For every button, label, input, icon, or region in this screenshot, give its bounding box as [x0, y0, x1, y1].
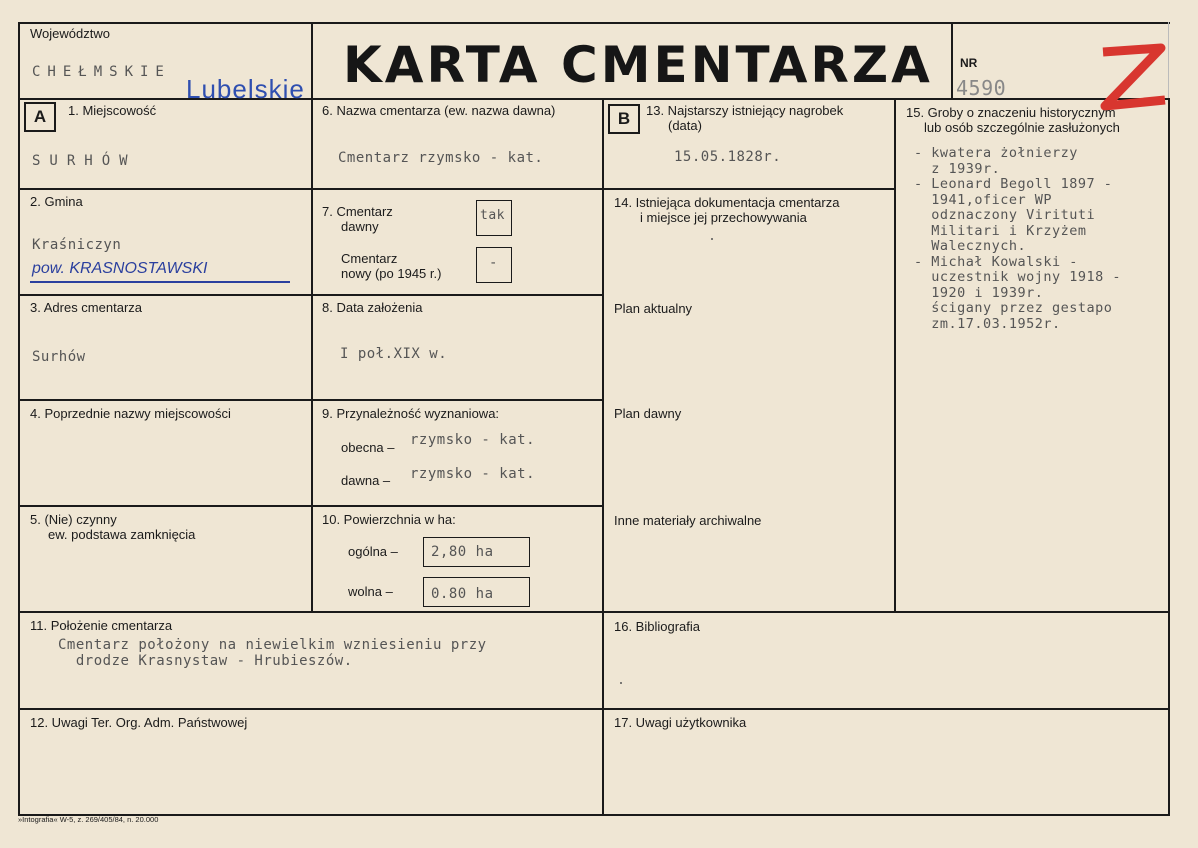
col-divider-right — [894, 98, 896, 612]
section-b-box: B — [608, 104, 640, 134]
field-13-label-2: (data) — [668, 118, 702, 133]
wojewodztwo-stamp: Lubelskie — [186, 74, 305, 104]
field-10-wolna-value: 0.80 ha — [431, 586, 494, 602]
field-1-value: SURHÓW — [32, 153, 137, 169]
field-2-value: Kraśniczyn — [32, 237, 122, 253]
frame-left — [18, 22, 20, 816]
field-5-label-1: 5. (Nie) czynny — [30, 512, 117, 527]
field-10-ogolna-label: ogólna – — [348, 544, 398, 559]
field-8-value: I poł.XIX w. — [340, 346, 448, 362]
field-16-label: 16. Bibliografia — [614, 619, 700, 634]
nr-label: NR — [960, 56, 978, 70]
wojewodztwo-typed: CHEŁMSKIE — [32, 64, 171, 80]
field-12-label: 12. Uwagi Ter. Org. Adm. Państwowej — [30, 715, 248, 730]
field-5-label-2: ew. podstawa zamknięcia — [48, 527, 196, 542]
field-2-handwritten: pow. KRASNOSTAWSKI — [32, 260, 208, 277]
field-7-label: 7. Cmentarz — [322, 204, 393, 219]
field-9-dawna-value: rzymsko - kat. — [410, 466, 536, 482]
field-1-label: 1. Miejscowość — [68, 103, 157, 118]
field-15-label-2: lub osób szczególnie zasłużonych — [924, 120, 1120, 135]
print-footer: »Intografia« W-5, z. 269/405/84, n. 20.000 — [18, 815, 159, 824]
row-line-bottom — [18, 708, 1170, 710]
field-9-obecna-value: rzymsko - kat. — [410, 432, 536, 448]
row-line-b1 — [602, 188, 896, 190]
section-a-box: A — [24, 102, 56, 132]
field-6-label: 6. Nazwa cmentarza (ew. nazwa dawna) — [322, 103, 556, 118]
field-11-label: 11. Położenie cmentarza — [30, 618, 173, 633]
row-line-main — [18, 611, 1170, 613]
field-15-text: - kwatera żołnierzy z 1939r. - Leonard Begoll 1897 - 1941,oficer WP odznaczony Virituti Militari i Krzyżem Walecznych. - Michał Kowalski - uczestnik wojny 1918 - 1920 i 1939r. ścigany przez gestapo zm.17.03.1952r. — [914, 145, 1122, 332]
field-13-label-1: 13. Najstarszy istniejący nagrobek — [646, 103, 844, 118]
plan-dawny-label: Plan dawny — [614, 406, 682, 421]
field-3-value: Surhów — [32, 349, 86, 365]
field-17-label: 17. Uwagi użytkownika — [614, 715, 747, 730]
field-3-label: 3. Adres cmentarza — [30, 300, 142, 315]
field-7-nowy-label: Cmentarz — [341, 251, 398, 266]
field-14-label-2: i miejsce jej przechowywania — [640, 210, 807, 225]
field-13-value: 15.05.1828r. — [674, 149, 782, 165]
field-4-label: 4. Poprzednie nazwy miejscowości — [30, 406, 231, 421]
field-10-wolna-label: wolna – — [348, 584, 393, 599]
row-line-a2 — [18, 294, 603, 296]
field-9-obecna-label: obecna – — [341, 440, 395, 455]
field-7-nowy-value: - — [489, 255, 498, 271]
field-14-label-1: 14. Istniejąca dokumentacja cmentarza — [614, 195, 840, 210]
field-7-nowy-label-b: nowy (po 1945 r.) — [341, 266, 442, 281]
frame-top — [18, 22, 1170, 24]
header-divider-1 — [311, 22, 313, 612]
field-11-text: Cmentarz położony na niewielkim wzniesieniu przy drodze Krasnystaw - Hrubieszów. — [58, 637, 487, 669]
row-line-a1 — [18, 188, 603, 190]
field-7-label-b: dawny — [341, 219, 379, 234]
row-line-a4 — [18, 505, 603, 507]
field-8-label: 8. Data założenia — [322, 300, 423, 315]
handwritten-underline — [30, 281, 290, 283]
card-title: KARTA CMENTARZA — [343, 36, 933, 94]
field-2-label: 2. Gmina — [30, 194, 83, 209]
field-6-value: Cmentarz rzymsko - kat. — [338, 150, 544, 166]
header-divider-2 — [951, 22, 953, 100]
frame-bottom — [18, 814, 1170, 816]
speck-dot — [711, 238, 713, 240]
nr-value: 4590 — [956, 76, 1007, 100]
red-z-mark — [1095, 40, 1170, 112]
wojewodztwo-label: Województwo — [30, 26, 110, 41]
field-9-label: 9. Przynależność wyznaniowa: — [322, 406, 500, 421]
field-7-dawny-value: tak — [480, 208, 505, 223]
speck-dot-2 — [620, 682, 622, 684]
row-line-a3 — [18, 399, 603, 401]
field-10-ogolna-value: 2,80 ha — [431, 544, 494, 560]
field-10-label: 10. Powierzchnia w ha: — [322, 512, 456, 527]
inne-materialy-label: Inne materiały archiwalne — [614, 513, 762, 528]
plan-aktualny-label: Plan aktualny — [614, 301, 693, 316]
field-9-dawna-label: dawna – — [341, 473, 391, 488]
field-15-label-1: 15. Groby o znaczeniu historycznym — [906, 105, 1116, 120]
